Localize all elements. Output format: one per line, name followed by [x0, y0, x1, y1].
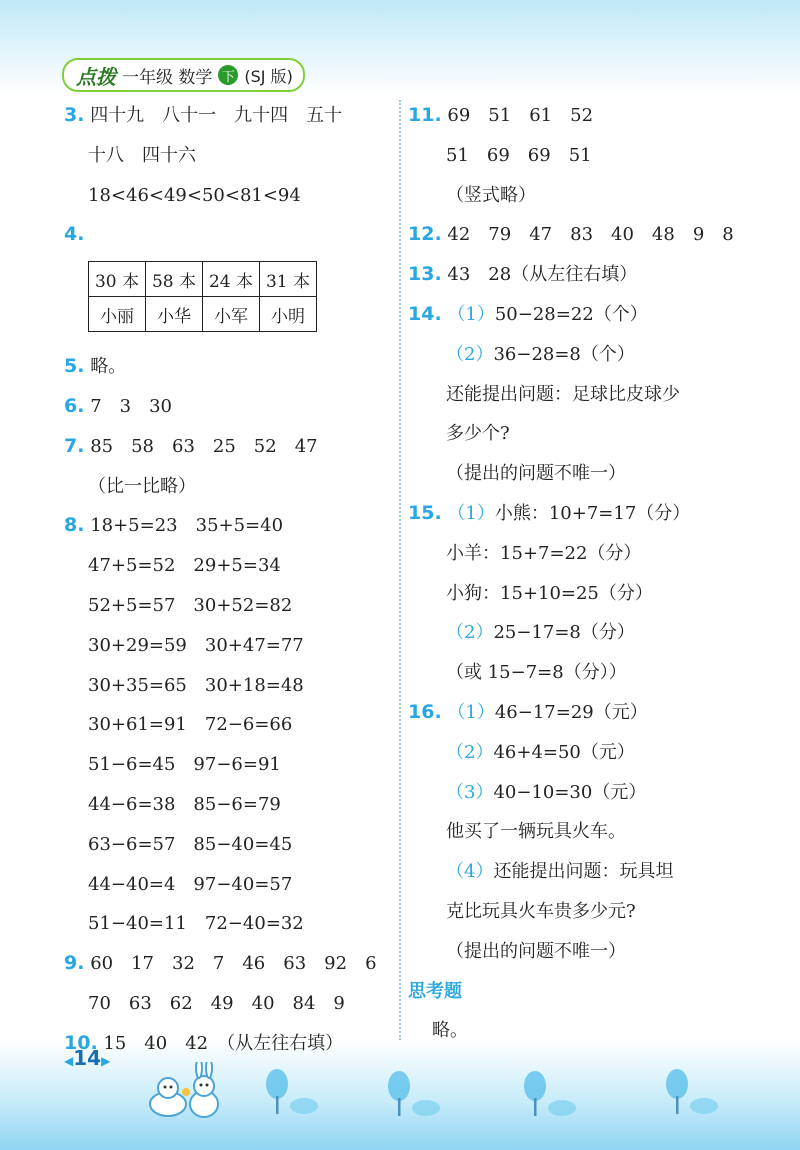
think-heading: 思考题	[408, 980, 462, 1002]
question-number: 9.	[64, 952, 85, 975]
sub-label: （2）	[446, 622, 494, 644]
q8-line: 51−6=45 97−6=91	[88, 754, 281, 776]
q8-line: 44−40=4 97−40=57	[88, 873, 293, 895]
question-number: 8.	[64, 514, 85, 537]
books-table	[88, 261, 317, 332]
table-row	[89, 297, 317, 332]
tree-icon	[384, 1070, 444, 1120]
q8-line: 30+61=91 72−6=66	[88, 714, 293, 736]
q8-line: 30+35=65 30+18=48	[88, 674, 304, 696]
q11-line1: 11. 69 51 61 52	[408, 96, 788, 136]
page-number: ◀14▶	[64, 1046, 111, 1070]
q16-line2: （2）46+4=50（元）	[446, 741, 635, 763]
question-number: 14.	[408, 302, 442, 325]
q11-line2: 51 69 69 51	[446, 144, 592, 166]
q15-line3: 小狗：15+10=25（分）	[446, 582, 653, 604]
question-number: 4.	[64, 223, 85, 246]
q16-line3: （3）40−10=30（元）	[446, 781, 647, 803]
q16-line5: （4）还能提出问题：玩具坦	[446, 861, 674, 883]
edition-label: (SJ 版)	[244, 66, 293, 86]
table-cell: 58 本	[146, 262, 203, 297]
q7-note: （比一比略）	[88, 475, 196, 497]
q8-line: 51−40=11 72−40=32	[88, 913, 304, 935]
sub-label: （2）	[446, 343, 494, 365]
q9-line2: 70 63 62 49 40 84 9	[88, 992, 345, 1014]
question-number: 15.	[408, 501, 442, 524]
q7-line: 7. 85 58 63 25 52 47	[64, 427, 394, 467]
q14-line1: 14. （1）50−28=22（个）	[408, 295, 788, 335]
sub-label: （1）	[447, 303, 495, 325]
question-number: 3.	[64, 104, 85, 126]
table-cell: 小华	[146, 297, 203, 332]
right-arrow-icon: ▶	[101, 1054, 111, 1068]
question-number: 13.	[408, 263, 442, 286]
right-column	[408, 96, 788, 1051]
table-cell: 24 本	[203, 262, 260, 297]
q16-note: （提出的问题不唯一）	[446, 940, 626, 962]
q16-line1: 16. （1）46−17=29（元）	[408, 693, 788, 733]
q8-line: 44−6=38 85−6=79	[88, 793, 281, 815]
question-number: 11.	[408, 104, 442, 126]
think-heading-line	[408, 972, 788, 1012]
q8-line: 47+5=52 29+5=34	[88, 555, 281, 577]
q3-line2: 十八 四十六	[88, 144, 196, 166]
page-header	[62, 58, 305, 92]
q12-line: 12. 42 79 47 83 40 48 9 8	[408, 215, 788, 255]
q4-table-wrap	[64, 261, 394, 347]
table-cell: 小丽	[89, 297, 146, 332]
q11-line3: （竖式略）	[446, 184, 536, 206]
table-row	[89, 262, 317, 297]
book-title: 一年级 数学	[122, 67, 213, 88]
sub-label: （1）	[447, 502, 495, 524]
tree-icon	[262, 1068, 322, 1118]
table-cell: 小军	[203, 297, 260, 332]
question-number: 7.	[64, 434, 85, 457]
question-number: 16.	[408, 700, 442, 723]
table-cell: 30 本	[89, 262, 146, 297]
q14-note: （提出的问题不唯一）	[446, 463, 626, 485]
q6-line: 6. 7 3 30	[64, 387, 394, 427]
sub-label: （1）	[447, 701, 495, 723]
question-number: 6.	[64, 394, 85, 417]
think-text: 略。	[432, 1020, 468, 1042]
q10-line: 10. 15 40 42 （从左往右填）	[64, 1024, 394, 1064]
sub-label: （3）	[446, 781, 494, 803]
table-cell: 小明	[260, 297, 317, 332]
q14-line4: 多少个?	[446, 423, 510, 445]
brand-logo: 点拨	[76, 64, 116, 89]
q14-line2: （2）36−28=8（个）	[446, 343, 635, 365]
q8-line1: 8. 18+5=23 35+5=40	[64, 506, 394, 546]
q8-line: 63−6=57 85−40=45	[88, 833, 293, 855]
question-number: 10.	[64, 1031, 98, 1054]
left-arrow-icon: ◀	[64, 1054, 74, 1068]
q4-line	[64, 215, 394, 255]
q3-line3: 18<46<49<50<81<94	[88, 184, 301, 206]
q13-line: 13. 43 28（从左往右填）	[408, 255, 788, 295]
q15-line5: （或 15−7=8（分））	[446, 662, 627, 684]
sub-label: （4）	[446, 861, 494, 883]
question-number: 5.	[64, 355, 85, 378]
q15-line4: （2）25−17=8（分）	[446, 622, 635, 644]
sub-label: （2）	[446, 741, 494, 763]
cartoon-animals-icon	[140, 1062, 230, 1122]
q5-line: 5. 略。	[64, 347, 394, 387]
q8-line: 30+29=59 30+47=77	[88, 634, 304, 656]
q15-line1: 15. （1）小熊：10+7=17（分）	[408, 494, 788, 534]
q3-line1: 3. 四十九 八十一 九十四 五十	[64, 96, 394, 136]
q8-line: 52+5=57 30+52=82	[88, 594, 293, 616]
question-number: 12.	[408, 223, 442, 246]
q15-line2: 小羊：15+7=22（分）	[446, 542, 642, 564]
q16-line4: 他买了一辆玩具火车。	[446, 821, 626, 843]
q14-line3: 还能提出问题：足球比皮球少	[446, 383, 680, 405]
volume-badge: 下	[218, 65, 238, 85]
table-cell: 31 本	[260, 262, 317, 297]
column-divider	[399, 100, 401, 1040]
tree-icon	[662, 1068, 722, 1118]
q9-line1: 9. 60 17 32 7 46 63 92 6	[64, 944, 394, 984]
q16-line6: 克比玩具火车贵多少元?	[446, 900, 636, 922]
tree-icon	[520, 1070, 580, 1120]
left-column	[64, 96, 394, 1064]
